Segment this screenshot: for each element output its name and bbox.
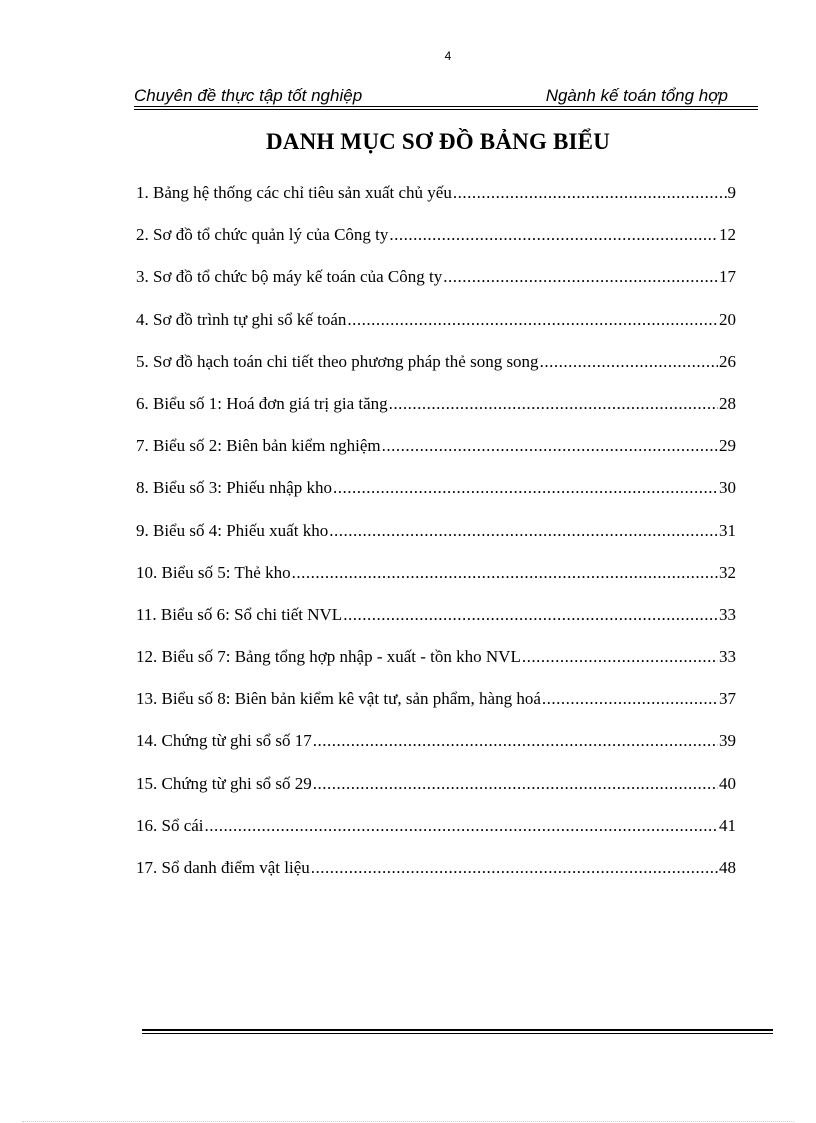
toc-entry[interactable] [136,689,736,731]
toc-entry-label: 3. Sơ đồ tổ chức bộ máy kế toán của Công ty [136,267,443,287]
toc-entry-label: 8. Biểu số 3: Phiếu nhập kho [136,478,332,498]
toc-entry-page: 41 [719,815,736,835]
toc-entry-label: 10. Biểu số 5: Thẻ kho [136,562,291,582]
toc-entry[interactable] [136,605,736,647]
toc-entry-label: 9. Biểu số 4: Phiếu xuất kho [136,520,329,540]
toc-entry-page: 39 [719,731,736,751]
toc-entry-page: 9 [727,183,736,202]
toc-entry-page: 48 [719,858,736,877]
dot-leader [542,689,718,709]
toc-entry[interactable] [136,858,736,900]
toc-entry-page: 12 [719,225,736,245]
toc-entry-label: 7. Biểu số 2: Biên bản kiểm nghiệm [136,436,381,456]
toc-entry[interactable] [136,225,736,267]
dot-leader [443,267,718,287]
toc-entry-label: 15. Chứng từ ghi sổ số 29 [136,773,312,793]
running-header [134,86,758,108]
page-bottom-edge [22,1121,794,1122]
toc-entry[interactable] [136,310,736,352]
toc-entry-label: 11. Biểu số 6: Sổ chi tiết NVL [136,604,343,624]
toc-entry-label: 1. Bảng hệ thống các chỉ tiêu sản xuất chủ yếu [136,183,452,202]
toc-entry[interactable] [136,183,736,225]
toc-entry-page: 33 [719,604,736,624]
dot-leader [311,858,718,878]
dot-leader [343,605,718,625]
header-rule [134,106,758,110]
page-title: DANH MỤC SƠ ĐỒ BẢNG BIỂU [265,129,611,154]
toc-entry-label: 4. Sơ đồ trình tự ghi sổ kế toán [136,309,347,329]
header-right-text: Ngành kế toán tổng hợp [545,86,728,105]
toc-entry-page: 33 [719,647,736,667]
toc-entry-label: 16. Sổ cái [136,815,204,835]
footer-rule [142,1029,773,1034]
toc-entry-label: 5. Sơ đồ hạch toán chi tiết theo phương pháp thẻ song song [136,351,539,371]
toc-entry[interactable] [136,352,736,394]
toc-entry[interactable] [136,647,736,689]
toc-entry-page: 28 [719,393,736,413]
dot-leader [313,774,718,794]
toc-entry[interactable] [136,478,736,520]
dot-leader [540,352,718,372]
toc-entry[interactable] [136,816,736,858]
dot-leader [522,647,718,667]
table-of-contents [136,183,736,900]
dot-leader [329,521,718,541]
toc-entry-page: 31 [719,520,736,540]
toc-entry-page: 32 [719,562,736,582]
toc-entry[interactable] [136,436,736,478]
toc-entry-label: 17. Sổ danh điểm vật liệu [136,858,310,877]
toc-entry-label: 13. Biểu số 8: Biên bản kiểm kê vật tư, sản phẩm, hàng hoá [136,689,541,709]
toc-entry[interactable] [136,774,736,816]
dot-leader [333,478,718,498]
toc-entry-label: 14. Chứng từ ghi sổ số 17 [136,731,312,751]
toc-entry-label: 6. Biểu số 1: Hoá đơn giá trị gia tăng [136,393,388,413]
toc-entry[interactable] [136,521,736,563]
header-left-text: Chuyên đề thực tập tốt nghiệp [134,86,363,105]
dot-leader [389,225,718,245]
dot-leader [205,816,718,836]
toc-entry-page: 40 [719,773,736,793]
toc-entry-label: 2. Sơ đồ tổ chức quản lý của Công ty [136,225,389,245]
dot-leader [453,183,727,203]
toc-entry[interactable] [136,731,736,773]
toc-entry-page: 17 [719,267,736,287]
toc-entry-page: 30 [719,478,736,498]
toc-entry-page: 37 [719,689,736,709]
toc-entry-page: 26 [719,351,736,371]
toc-entry-page: 29 [719,436,736,456]
toc-entry-label: 12. Biểu số 7: Bảng tổng hợp nhập - xuất - tồn kho NVL [136,647,521,667]
dot-leader [313,731,718,751]
page-number: 4 [444,49,452,63]
dot-leader [389,394,718,414]
toc-entry[interactable] [136,267,736,309]
dot-leader [347,310,718,330]
dot-leader [292,563,718,583]
toc-entry[interactable] [136,394,736,436]
dot-leader [382,436,718,456]
toc-entry[interactable] [136,563,736,605]
toc-entry-page: 20 [719,309,736,329]
